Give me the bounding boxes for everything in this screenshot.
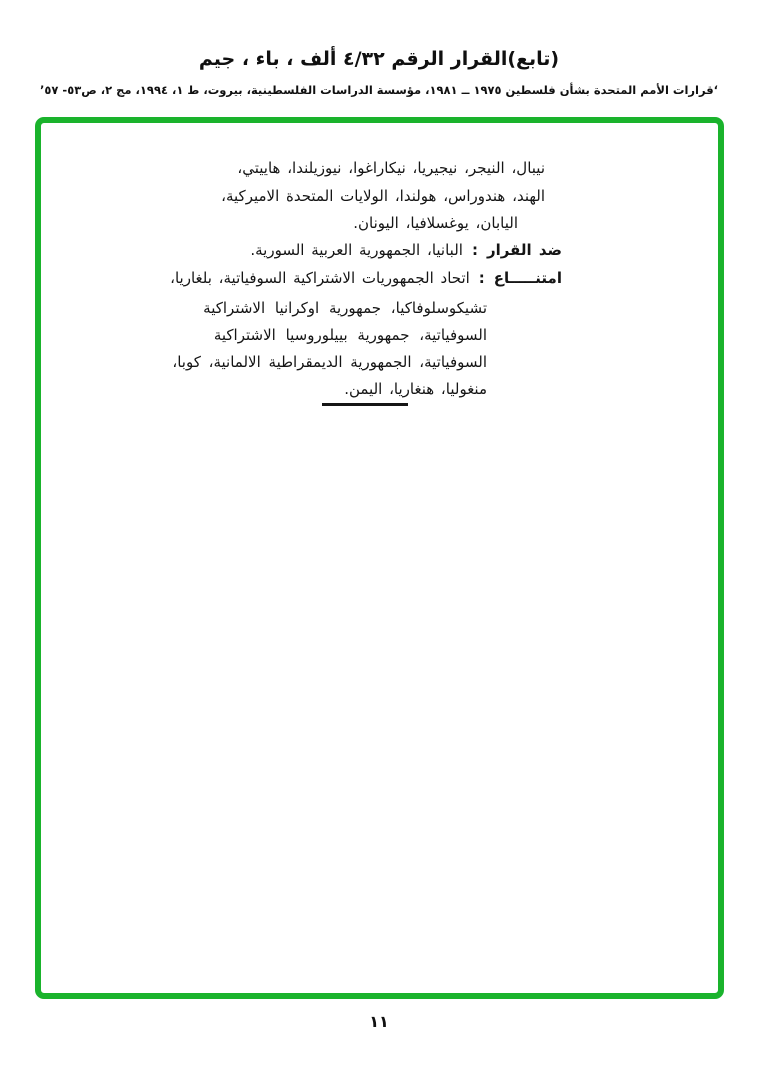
abstained-colon: : — [478, 269, 485, 287]
abstained-line-2: تشيكوسلوفاكيا، جمهورية اوكرانيا الاشتراكية — [203, 299, 487, 317]
resolution-title: (تابع)القرار الرقم ٤/٣٢ ألف ، باء ، جيم — [198, 48, 560, 70]
against-countries: البانيا، الجمهورية العربية السورية. — [250, 241, 463, 259]
source-citation: ‘قرارات الأمم المتحدة بشأن فلسطين ١٩٧٥ ــ ١٩٨١، مؤسسة الدراسات الفلسطينية، بيروت، ط ١، ١٩٩٤، مج ٢، ص٥٣- ٥٧’ — [39, 83, 719, 97]
abstained-vote-line — [170, 267, 562, 289]
abstained-line-4: السوفياتية، الجمهورية الديمقراطية الالمانية، كوبا، — [172, 353, 487, 371]
section-end-rule — [322, 403, 408, 406]
page-number: ١١ — [369, 1012, 389, 1031]
against-label: ضد القرار — [486, 241, 562, 259]
abstained-label: امتنـــــاع — [493, 269, 562, 287]
in-favor-line-1: نيبال، النيجر، نيجيريا، نيكاراغوا، نيوزيلندا، هاييتي، — [237, 159, 545, 177]
against-vote-line — [250, 239, 562, 261]
against-colon: : — [471, 241, 478, 259]
abstained-line-3: السوفياتية، جمهورية بييلوروسيا الاشتراكية — [213, 326, 487, 344]
in-favor-line-2: الهند، هندوراس، هولندا، الولايات المتحدة الاميركية، — [221, 187, 545, 205]
in-favor-line-3: اليابان، يوغسلافيا، اليونان. — [353, 214, 518, 232]
abstained-countries: اتحاد الجمهوريات الاشتراكية السوفياتية، بلغاريا، — [170, 269, 470, 287]
abstained-line-5: منغوليا، هنغاريا، اليمن. — [344, 380, 487, 398]
